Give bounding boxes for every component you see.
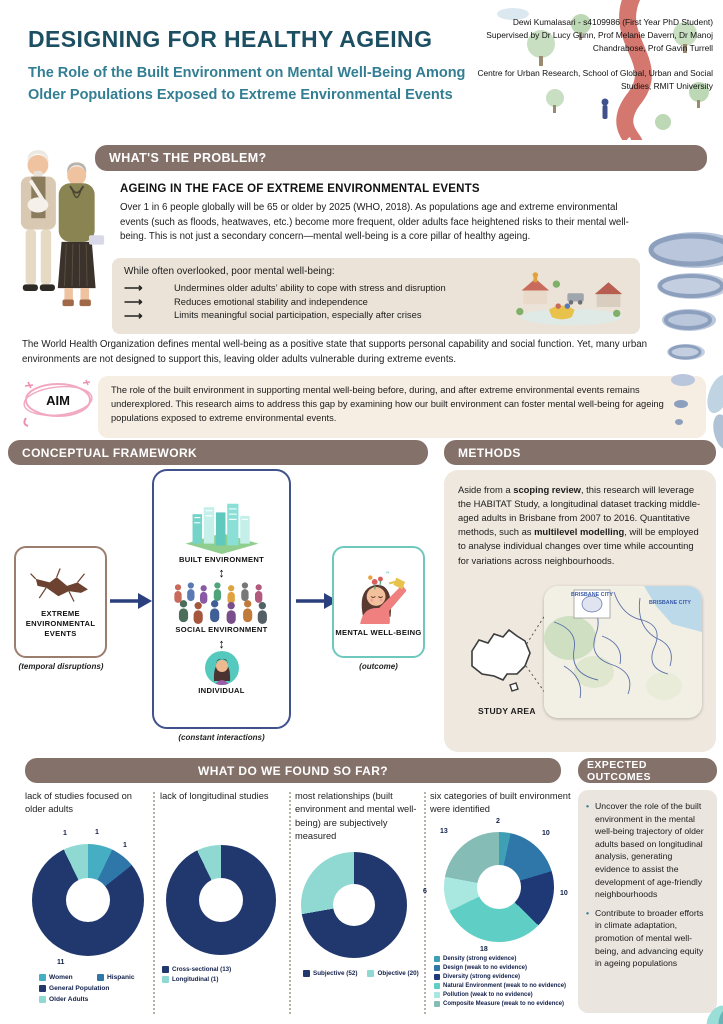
arrow-right-icon: ⟶ (124, 307, 141, 323)
brisbane-map (544, 586, 702, 718)
chart-caption: lack of longitudinal studies (160, 791, 269, 801)
problem-heading: AGEING IN THE FACE OF EXTREME ENVIRONMENTAL EVENTS (120, 183, 480, 195)
map-inset-label: BRISBANE CITY (571, 592, 613, 598)
arrow-right-icon: ⟶ (124, 280, 141, 296)
legend-swatch (434, 974, 440, 980)
legend-swatch (434, 965, 440, 971)
column-divider (289, 792, 291, 1014)
framework-caption-center: (constant interactions) (178, 733, 265, 742)
legend-swatch (162, 976, 169, 983)
methods-box (444, 470, 716, 752)
australia-map-icon (458, 618, 542, 702)
outcomes-list (584, 800, 709, 970)
data-label: 1 (95, 829, 99, 836)
data-label: 2 (496, 818, 500, 825)
section-bar-outcomes (578, 758, 717, 783)
map-region-label: BRISBANE CITY (649, 600, 691, 606)
section-title-outcomes: EXPECTED OUTCOMES (587, 758, 651, 783)
section-bar-problem (95, 145, 707, 171)
donut-chart-measurement (301, 852, 407, 958)
donut-chart-population (32, 844, 144, 956)
section-bar-findings (25, 758, 561, 783)
crowd-icon (166, 580, 278, 624)
framework-box-events (14, 546, 107, 658)
legend-label: Older Adults (49, 996, 89, 1003)
framework-label-wellbeing: MENTAL WELL-BEING (335, 627, 422, 637)
chart-column-categories (423, 790, 576, 1022)
methods-bold-multilevel: multilevel modelling (534, 526, 625, 538)
study-area-label: STUDY AREA (478, 706, 536, 716)
leaf-decoration-icon (695, 1000, 723, 1024)
section-title-findings: WHAT DO WE FOUND SO FAR? (197, 763, 389, 778)
data-label: 1 (123, 842, 127, 849)
methods-text-part: , will be employed to analyse individual changes over time while accounting for variations across neighbourhoods. (458, 526, 699, 566)
chart-legend (39, 974, 157, 1003)
supervisors: Supervised by Dr Lucy Gunn, Prof Melanie Davern, Dr Manoj Chandrabose, Prof Gavin Turrell (486, 30, 713, 54)
section-bar-framework (8, 440, 428, 465)
legend-label: General Population (49, 985, 110, 992)
framework-caption-wellbeing: (outcome) (359, 662, 398, 671)
methods-text-part: Aside from a (458, 484, 514, 495)
aim-text-box: The role of the built environment in supporting mental well-being before, during, and after extreme environmental events remains underexplored. This research aims to address this gap by examining how our built environment can foster mental well-being for ageing populations exposed to extreme environmental events. (98, 376, 706, 438)
tornado-illustration (641, 222, 723, 437)
legend-label: Natural Environment (weak to no evidence) (443, 983, 567, 989)
legend-swatch (434, 956, 440, 962)
framework-label-individual: INDIVIDUAL (198, 685, 245, 695)
poster-title: DESIGNING FOR HEALTHY AGEING (28, 26, 433, 52)
legend-label: Composite Measure (weak to no evidence) (443, 1001, 565, 1007)
chart-legend (434, 956, 584, 1007)
elderly-couple-illustration (2, 140, 106, 338)
legend-swatch (39, 996, 46, 1003)
data-label: 10 (560, 890, 568, 897)
overlooked-item: Undermines older adults’ ability to cope with stress and disruption (174, 282, 446, 293)
author-name: Dewi Kumalasari - s4109986 (First Year PhD Student) (512, 17, 713, 27)
framework-label-social: SOCIAL ENVIRONMENT (175, 625, 268, 635)
outcome-item: • Contribute to broader efforts in climate adaptation, promotion of mental well-being, and advancing equity in ageing populations (584, 907, 709, 970)
author-block (475, 16, 713, 93)
crack-icon (30, 565, 92, 605)
legend-swatch (434, 992, 440, 998)
legend-label: Density (strong evidence) (443, 956, 517, 962)
section-title-framework: CONCEPTUAL FRAMEWORK (22, 445, 198, 460)
legend-swatch (97, 974, 104, 981)
data-label: 1 (63, 830, 67, 837)
aim-badge (20, 378, 96, 428)
updown-arrow-icon: ↕ (218, 635, 225, 651)
buildings-icon (184, 502, 260, 554)
overlooked-item: Reduces emotional stability and independence (174, 295, 368, 307)
donut-chart-categories (444, 832, 554, 942)
legend-swatch (162, 966, 169, 973)
legend-swatch (39, 985, 46, 992)
chart-caption: lack of studies focused on older adults (25, 791, 132, 815)
expected-outcomes-box (578, 790, 717, 1013)
framework-label-built: BUILT ENVIRONMENT (178, 555, 265, 565)
legend-label: Objective (20) (377, 970, 419, 977)
chart-caption: six categories of built environment were identified (430, 791, 571, 815)
framework-box-center (152, 469, 291, 729)
section-bar-methods (444, 440, 716, 465)
data-label: 10 (542, 830, 550, 837)
methods-bold-scoping: scoping review (513, 484, 581, 495)
legend-label: Women (49, 974, 73, 981)
data-label: 6 (423, 888, 427, 895)
legend-label: Subjective (52) (313, 970, 358, 977)
legend-swatch (303, 970, 310, 977)
chart-column-older-adults (25, 790, 149, 1022)
problem-intro: Over 1 in 6 people globally will be 65 or older by 2025 (WHO, 2018). As populations age and extreme environmental events (such as floods, heatwaves, etc.) become more frequent, older adults face heightened risks to their mental well-being. This is not just a secondary concern—mental well-being is a core pillar of healthy ageing. (120, 202, 629, 243)
overlooked-title: While often overlooked, poor mental well-being: (124, 266, 335, 277)
affiliation: Centre for Urban Research, School of Global, Urban and Social Studies, RMIT University (477, 68, 713, 92)
overlooked-item: Limits meaningful social participation, especially after crises (174, 309, 422, 321)
data-label: 13 (440, 828, 448, 835)
data-label: 18 (480, 946, 488, 953)
methods-text-part: , this research will leverage the HABITAT Study, a longitudinal dataset tracking middle-aged adults in Brisbane from 2007 to 2016. Quantitative methods, such as (458, 484, 701, 538)
legend-label: Cross-sectional (13) (172, 966, 232, 973)
legend-label: Diversity (strong evidence) (443, 974, 521, 980)
data-label: 11 (57, 959, 65, 966)
section-title-problem: WHAT'S THE PROBLEM? (109, 151, 267, 165)
legend-label: Longitudinal (1) (172, 976, 219, 983)
aim-label: AIM (46, 392, 70, 408)
chart-caption: most relationships (built environment and mental well-being) are subjectively measured (295, 791, 417, 842)
wellbeing-woman-icon (348, 566, 410, 624)
chart-legend (162, 966, 288, 983)
framework-box-wellbeing (332, 546, 425, 658)
donut-chart-study-design (166, 845, 276, 955)
legend-swatch (434, 1001, 440, 1007)
arrow-right-icon: ⟶ (124, 293, 141, 309)
chart-legend (303, 970, 423, 977)
outcome-item: • Uncover the role of the built environment in the mental well-being trajectory of older adults based on longitudinal analysis, generating evidence to assist the development of age-friendly neighbourhoods (584, 800, 709, 901)
column-divider (424, 792, 426, 1014)
flow-arrow-icon (110, 590, 152, 612)
chart-column-longitudinal (160, 790, 286, 1022)
poster-subtitle: The Role of the Built Environment on Mental Well-Being Among Older Populations Exposed to Extreme Environmental Events (28, 65, 466, 104)
legend-swatch (39, 974, 46, 981)
section-title-methods: METHODS (458, 445, 521, 460)
legend-swatch (434, 983, 440, 989)
flood-disaster-illustration (512, 264, 630, 328)
framework-label-events: EXTREME ENVIRONMENTAL EVENTS (25, 608, 96, 639)
legend-label: Hispanic (107, 974, 135, 981)
updown-arrow-icon: ↕ (218, 565, 225, 581)
legend-label: Pollution (weak to no evidence) (443, 992, 533, 998)
individual-avatar (205, 651, 239, 685)
legend-swatch (367, 970, 374, 977)
overlooked-box (112, 258, 640, 334)
chart-column-measurement (295, 790, 421, 1022)
legend-label: Design (weak to no evidence) (443, 965, 528, 971)
framework-caption-events: (temporal disruptions) (18, 662, 104, 671)
who-definition-text: The World Health Organization defines mental well-being as a positive state that supports personal capability and social function. Yet, many urban environments are not designed to support this, leaving older adults vulnerable during extreme events. (22, 339, 648, 365)
